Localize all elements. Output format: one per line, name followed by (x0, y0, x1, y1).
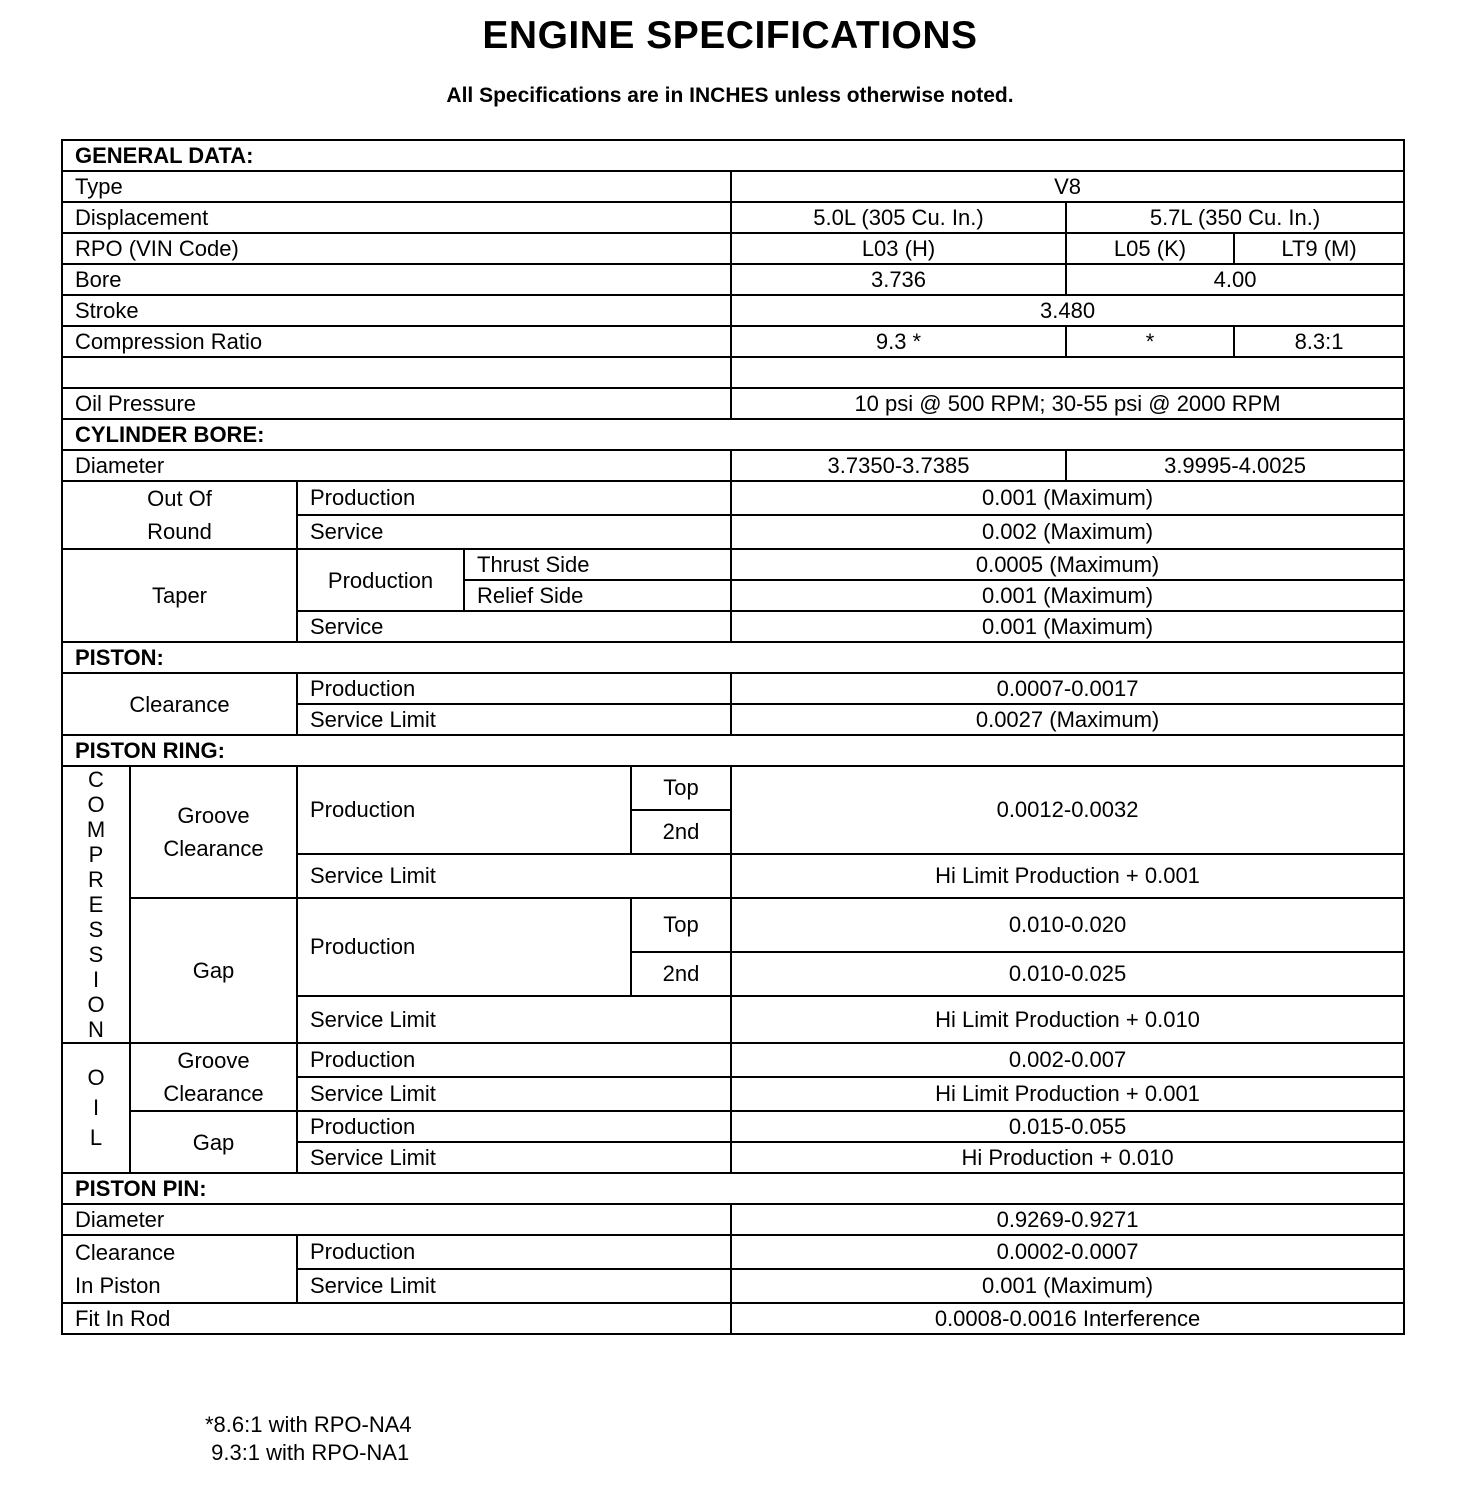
row-label: Production (297, 1235, 731, 1269)
row-label: Service Limit (297, 704, 731, 735)
row-value: 0.0007-0.0017 (731, 673, 1404, 704)
ring-position: 2nd (631, 810, 731, 854)
row-label: Service (297, 515, 731, 549)
row-value: 0.015-0.055 (731, 1111, 1404, 1142)
oil-gap-label: Gap (130, 1111, 297, 1173)
label-line: Round (147, 519, 212, 544)
ring-position: 2nd (631, 952, 731, 996)
row-label: Production (297, 1111, 731, 1142)
row-label: Service (297, 611, 731, 642)
label-line: Clearance (163, 836, 264, 861)
table-row (62, 233, 1404, 264)
row-value: 0.001 (Maximum) (731, 481, 1404, 515)
row-value: 0.0027 (Maximum) (731, 704, 1404, 735)
page-subtitle: All Specifications are in INCHES unless otherwise noted. (446, 84, 1014, 107)
label-line: Groove (177, 803, 250, 828)
footnote-line: 9.3:1 with RPO-NA1 (205, 1440, 410, 1465)
letter: R (88, 867, 104, 892)
table-row (62, 766, 1404, 810)
table-row (62, 450, 1404, 481)
row-label: Relief Side (464, 580, 731, 611)
letter: E (88, 892, 104, 917)
label-line: Clearance (75, 1240, 176, 1265)
row-value: 0.001 (Maximum) (731, 1269, 1404, 1303)
letter: M (86, 817, 106, 842)
letter: I (92, 967, 100, 992)
table-row (62, 202, 1404, 233)
row-label: Service Limit (297, 1269, 731, 1303)
row-label: Production (297, 766, 631, 854)
row-value: L03 (H) (731, 233, 1066, 264)
piston-clearance-label: Clearance (62, 673, 297, 735)
row-value: 0.0008-0.0016 Interference (731, 1303, 1404, 1334)
row-label: Service Limit (297, 1142, 731, 1173)
label-line: Groove (177, 1048, 250, 1073)
letter: S (88, 942, 104, 967)
letter: L (89, 1125, 103, 1150)
row-label: Diameter (62, 1204, 731, 1235)
label-line: Out Of (147, 486, 212, 511)
taper-production-label: Production (297, 549, 464, 611)
table-row (62, 673, 1404, 704)
groove-clearance-label (130, 766, 297, 898)
row-label: Production (297, 673, 731, 704)
ring-position: Top (631, 766, 731, 810)
table-row (62, 295, 1404, 326)
row-value: 10 psi @ 500 RPM; 30-55 psi @ 2000 RPM (731, 388, 1404, 419)
row-label: Production (297, 1043, 731, 1077)
row-value: 0.9269-0.9271 (731, 1204, 1404, 1235)
letter: N (88, 1017, 104, 1042)
table-row (62, 898, 1404, 952)
label-line: In Piston (75, 1273, 161, 1298)
compression-vertical-label (62, 766, 130, 1043)
row-value: 0.010-0.020 (731, 898, 1404, 952)
table-row (62, 1235, 1404, 1269)
row-value: L05 (K) (1066, 233, 1234, 264)
section-heading-piston-ring: PISTON RING: (62, 735, 1404, 766)
row-value: 3.736 (731, 264, 1066, 295)
row-value: 0.0012-0.0032 (731, 766, 1404, 854)
footnote (205, 1411, 412, 1467)
clearance-in-piston-label (62, 1235, 297, 1303)
table-row (62, 1204, 1404, 1235)
row-value: 3.480 (731, 295, 1404, 326)
table-row (62, 326, 1404, 357)
table-row (62, 171, 1404, 202)
table-row (62, 549, 1404, 580)
row-label: Production (297, 898, 631, 996)
row-value: 0.001 (Maximum) (731, 580, 1404, 611)
row-value: 8.3:1 (1234, 326, 1404, 357)
row-value: LT9 (M) (1234, 233, 1404, 264)
row-value: 5.0L (305 Cu. In.) (731, 202, 1066, 233)
label-line: Clearance (163, 1081, 264, 1106)
row-label: Stroke (62, 295, 731, 326)
row-label: RPO (VIN Code) (62, 233, 731, 264)
row-value: 9.3 * (731, 326, 1066, 357)
letter: C (88, 767, 104, 792)
oil-vertical-label (62, 1043, 130, 1173)
letter: O (87, 1065, 105, 1090)
row-label: Thrust Side (464, 549, 731, 580)
row-value: 0.002 (Maximum) (731, 515, 1404, 549)
row-label: Service Limit (297, 854, 731, 898)
row-label: Oil Pressure (62, 388, 731, 419)
empty-cell (62, 357, 731, 388)
row-value: 4.00 (1066, 264, 1404, 295)
row-value: 5.7L (350 Cu. In.) (1066, 202, 1404, 233)
out-of-round-label (62, 481, 297, 549)
row-label: Diameter (62, 450, 731, 481)
row-value: Hi Limit Production + 0.001 (731, 1077, 1404, 1111)
row-value: 0.010-0.025 (731, 952, 1404, 996)
engine-specifications-table (61, 139, 1405, 1335)
table-row (62, 1111, 1404, 1142)
table-row (62, 1043, 1404, 1077)
table-row-empty (62, 357, 1404, 388)
section-heading-piston: PISTON: (62, 642, 1404, 673)
letter: S (88, 917, 104, 942)
row-value: 3.9995-4.0025 (1066, 450, 1404, 481)
row-value: 0.002-0.007 (731, 1043, 1404, 1077)
table-row (62, 1303, 1404, 1334)
row-value: 0.0002-0.0007 (731, 1235, 1404, 1269)
section-heading-cylinder-bore: CYLINDER BORE: (62, 419, 1404, 450)
letter: I (92, 1095, 100, 1120)
table-row (62, 264, 1404, 295)
row-label: Service Limit (297, 996, 731, 1043)
row-value: 0.001 (Maximum) (731, 611, 1404, 642)
row-value: Hi Limit Production + 0.001 (731, 854, 1404, 898)
table-row (62, 481, 1404, 515)
section-heading-piston-pin: PISTON PIN: (62, 1173, 1404, 1204)
row-label: Service Limit (297, 1077, 731, 1111)
gap-label: Gap (130, 898, 297, 1043)
row-value: 3.7350-3.7385 (731, 450, 1066, 481)
row-label: Fit In Rod (62, 1303, 731, 1334)
taper-label: Taper (62, 549, 297, 642)
section-heading-general: GENERAL DATA: (62, 140, 1404, 171)
row-label: Bore (62, 264, 731, 295)
page-title: ENGINE SPECIFICATIONS (482, 14, 978, 57)
oil-groove-clearance-label (130, 1043, 297, 1111)
row-label: Compression Ratio (62, 326, 731, 357)
row-value: V8 (731, 171, 1404, 202)
letter: O (87, 992, 105, 1017)
row-value: Hi Limit Production + 0.010 (731, 996, 1404, 1043)
letter: P (88, 842, 104, 867)
table-row (62, 388, 1404, 419)
row-label: Production (297, 481, 731, 515)
row-value: Hi Production + 0.010 (731, 1142, 1404, 1173)
letter: O (87, 792, 105, 817)
row-value: * (1066, 326, 1234, 357)
empty-cell (731, 357, 1404, 388)
row-label: Displacement (62, 202, 731, 233)
row-label: Type (62, 171, 731, 202)
footnote-line: *8.6:1 with RPO-NA4 (205, 1412, 412, 1437)
row-value: 0.0005 (Maximum) (731, 549, 1404, 580)
ring-position: Top (631, 898, 731, 952)
